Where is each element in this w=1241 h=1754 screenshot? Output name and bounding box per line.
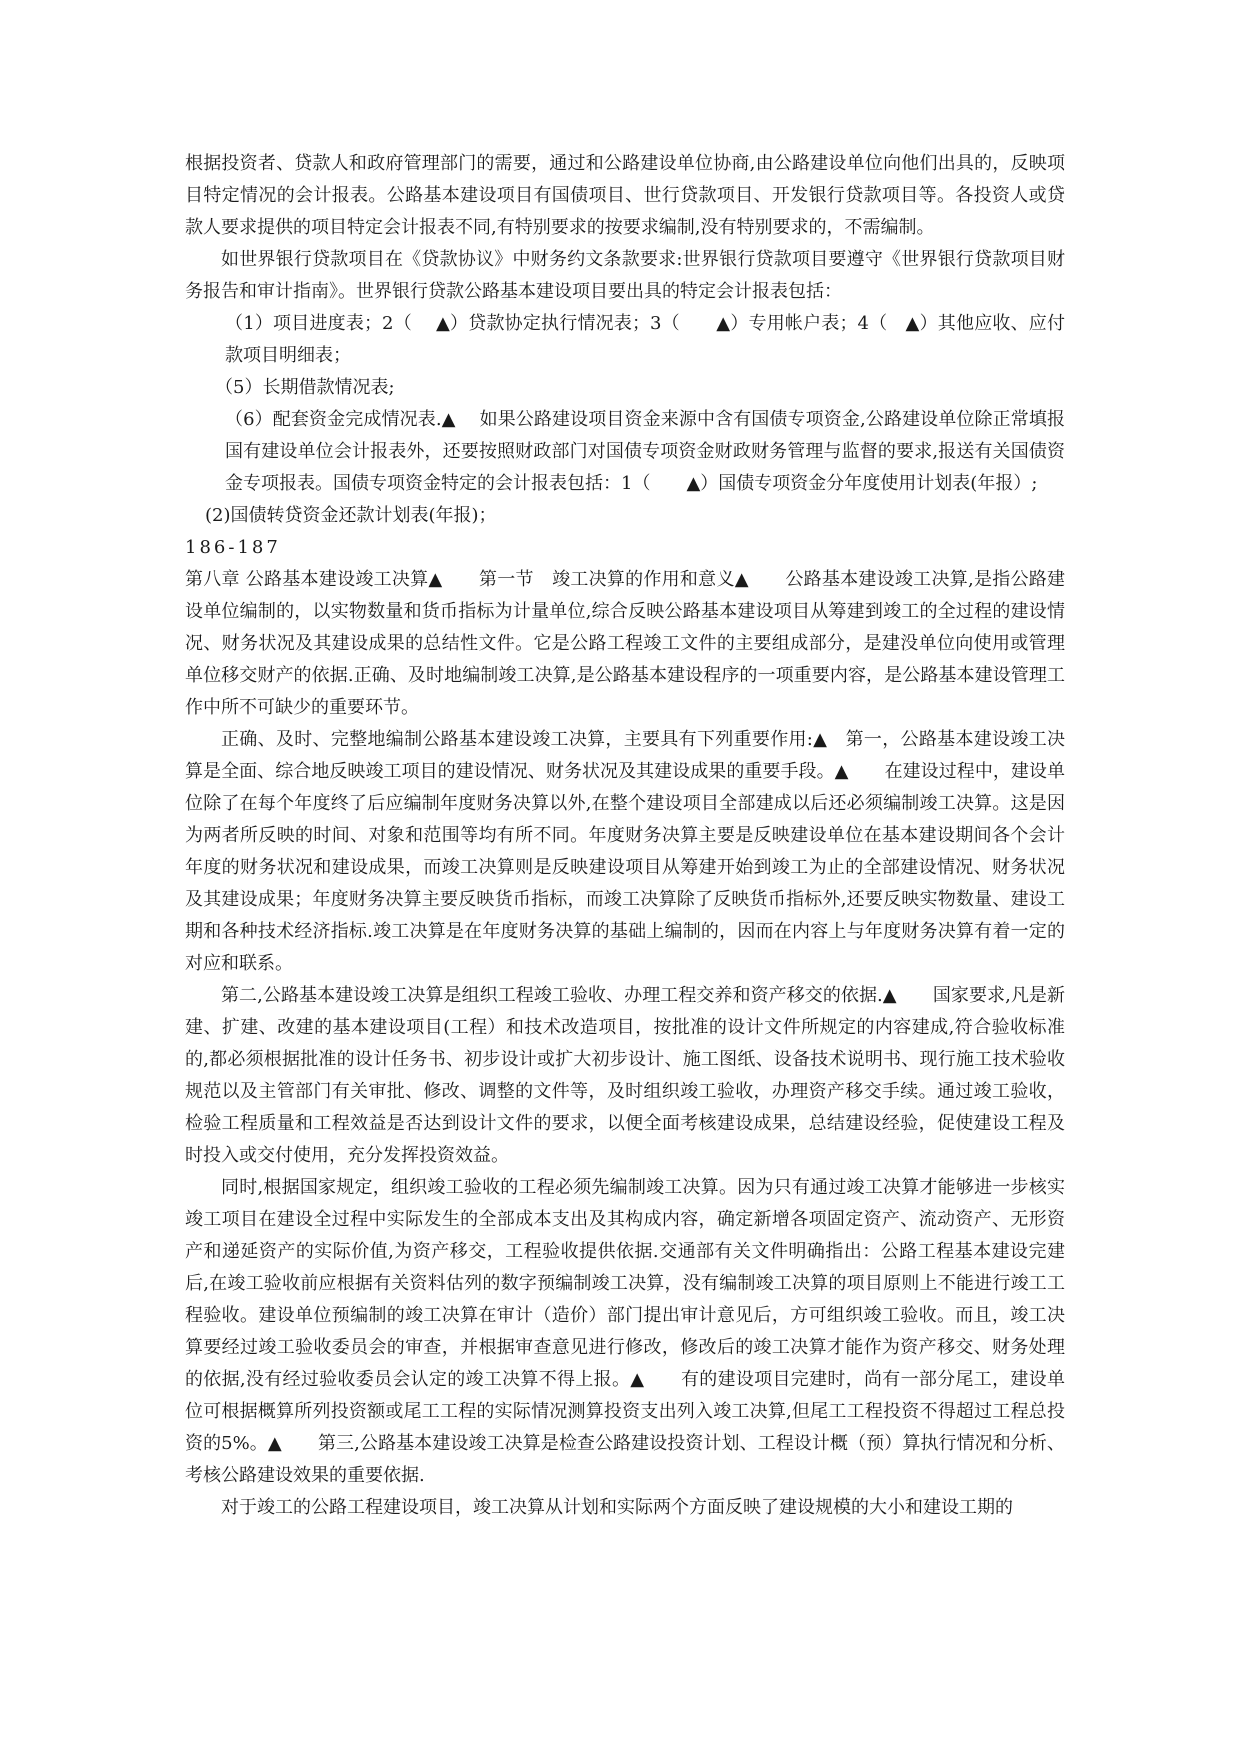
paragraph-simultaneously: 同时,根据国家规定，组织竣工验收的工程必须先编制竣工决算。因为只有通过竣工决算才能够进一步核实竣工项目在建设全过程中实际发生的全部成本支出及其构成内容，确定新增各项固定资产、流动资产、无形资产和递延资产的实际价值,为资产移交，工程验收提供依据.交通部有关文件明确指出：公路工程基本建设完建后,在竣工验收前应根据有关资料估列的数字预编制竣工决算，没有编制竣工决算的项目原则上不能进行竣工工程验收。建设单位预编制的竣工决算在审计（造价）部门提出审计意见后，方可组织竣工验收。而且，竣工决算要经过竣工验收委员会的审查，并根据审查意见进行修改，修改后的竣工决算才能作为资产移交、财务处理的依据,没有经过验收委员会认定的竣工决算不得上报。▲ 有的建设项目完建时，尚有一部分尾工，建设单位可根据概算所列投资额或尾工工程的实际情况测算投资支出列入竣工决算,但尾工工程投资不得超过工程总投资的5%。▲ 第三,公路基本建设竣工决算是检查公路建设投资计划、工程设计概（预）算执行情况和分析、考核公路建设效果的重要依据. xyxy=(185,1177,1065,1486)
paragraph-report-list: （1）项目进度表；2（ ▲）贷款协定执行情况表；3（ ▲）专用帐户表；4（ ▲）其他应收、应付款项目明细表； xyxy=(225,313,1065,366)
paragraph-report-definition: 根据投资者、贷款人和政府管理部门的需要，通过和公路建设单位协商,由公路建设单位向他们出具的，反映项目特定情况的会计报表。公路基本建设项目有国债项目、世行贷款项目、开发银行贷款项目等。各投资人或贷款人要求提供的项目特定会计报表不同,有特别要求的按要求编制,没有特别要求的，不需编制。 xyxy=(185,153,1065,238)
paragraph-completed-projects: 对于竣工的公路工程建设项目，竣工决算从计划和实际两个方面反映了建设规模的大小和建设工期的 xyxy=(221,1497,1013,1518)
paragraph-important-roles: 正确、及时、完整地编制公路基本建设竣工决算，主要具有下列重要作用:▲ 第一，公路基本建设竣工决算是全面、综合地反映竣工项目的建设情况、财务状况及其建设成果的重要手段。▲ 在建设过程中，建设单位除了在每个年度终了后应编制年度财务决算以外,在整个建设项目全部建成以后还必须编制竣工决算。这是因为两者所反映的时间、对象和范围等均有所不同。年度财务决算主要是反映建设单位在基本建设期间各个会计年度的财务状况和建设成果，而竣工决算则是反映建设项目从筹建开始到竣工为止的全部建设情况、财务状况及其建设成果；年度财务决算主要反映货币指标，而竣工决算除了反映货币指标外,还要反映实物数量、建设工期和各种技术经济指标.竣工决算是在年度财务决算的基础上编制的，因而在内容上与年度财务决算有着一定的对应和联系。 xyxy=(185,729,1065,974)
paragraph-world-bank: 如世界银行贷款项目在《贷款协议》中财务约文条款要求:世界银行贷款项目要遵守《世界银行贷款项目财务报告和审计指南》。世界银行贷款公路基本建设项目要出具的特定会计报表包括： xyxy=(185,249,1065,302)
page-number: 186-187 xyxy=(185,537,281,558)
document-body xyxy=(185,148,1065,1524)
paragraph-matching-funds: （6）配套资金完成情况表.▲ 如果公路建设项目资金来源中含有国债专项资金,公路建设单位除正常填报国有建设单位会计报表外，还要按照财政部门对国债专项资金财政财务管理与监督的要求,报送有关国债资金专项报表。国债专项资金特定的会计报表包括：1（ ▲）国债专项资金分年度使用计划表(年报）; xyxy=(225,409,1065,494)
paragraph-repayment-plan: (2)国债转贷资金还款计划表(年报)； xyxy=(205,505,497,526)
paragraph-long-term-loans: （5）长期借款情况表; xyxy=(215,377,395,398)
paragraph-chapter-eight: 第八章 公路基本建设竣工决算▲ 第一节 竣工决算的作用和意义▲ 公路基本建设竣工决算,是指公路建设单位编制的，以实物数量和货币指标为计量单位,综合反映公路基本建设项目从筹建到竣工的全过程的建设情况、财务状况及其建设成果的总结性文件。它是公路工程竣工文件的主要组成部分，是建没单位向使用或管理单位移交财产的依据.正确、及时地编制竣工决算,是公路基本建设程序的一项重要内容，是公路基本建设管理工作中所不可缺少的重要环节。 xyxy=(185,569,1065,718)
paragraph-second-role: 第二,公路基本建设竣工决算是组织工程竣工验收、办理工程交养和资产移交的依据.▲ 国家要求,凡是新建、扩建、改建的基本建设项目(工程）和技术改造项目，按批准的设计文件所规定的内容建成,符合验收标准的,都必须根据批准的设计任务书、初步设计或扩大初步设计、施工图纸、设备技术说明书、现行施工技术验收规范以及主管部门有关审批、修改、调整的文件等，及时组织竣工验收，办理资产移交手续。通过竣工验收，检验工程质量和工程效益是否达到设计文件的要求，以便全面考核建设成果，总结建设经验，促使建设工程及时投入或交付使用，充分发挥投资效益。 xyxy=(185,985,1065,1166)
